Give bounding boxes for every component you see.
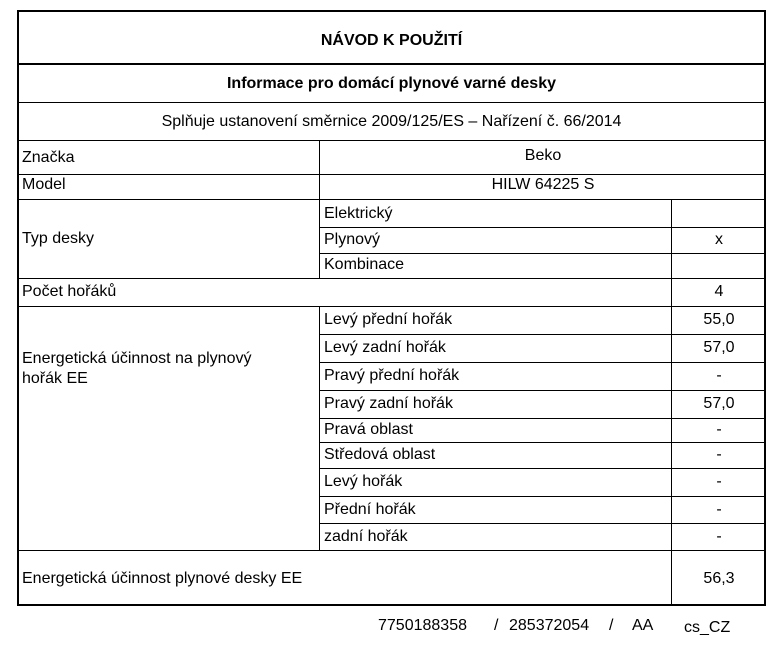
- brand-value: Beko: [524, 147, 562, 164]
- divider: [19, 278, 764, 279]
- brand-label: Značka: [22, 149, 75, 166]
- divider: [319, 227, 764, 228]
- divider: [19, 102, 764, 103]
- burner-value: 57,0: [703, 339, 735, 356]
- burner-name: Středová oblast: [324, 446, 436, 463]
- burner-efficiency-label: Energetická účinnost na plynový: [22, 350, 252, 367]
- burner-value: -: [716, 446, 722, 463]
- divider: [319, 334, 764, 335]
- divider: [319, 442, 764, 443]
- divider: [319, 523, 764, 524]
- hob-type-mark: x: [715, 231, 723, 248]
- burner-value: -: [716, 421, 722, 438]
- divider: [19, 174, 764, 175]
- divider: [19, 306, 764, 307]
- hob-type-option: Elektrický: [324, 205, 393, 222]
- footer-code: 7750188358: [378, 617, 467, 634]
- energy-info-table: [17, 10, 766, 606]
- hob-type-option: Plynový: [324, 231, 381, 248]
- burner-name: Pravý zadní hořák: [324, 395, 453, 412]
- burner-name: Pravý přední hořák: [324, 367, 460, 384]
- document-subtitle: Informace pro domácí plynové varné desky: [226, 75, 556, 92]
- footer-revision: AA: [632, 617, 654, 634]
- burner-name: zadní hořák: [324, 528, 408, 545]
- burner-name: Pravá oblast: [324, 421, 413, 438]
- divider: [319, 418, 764, 419]
- divider: [19, 63, 764, 65]
- burner-efficiency-label: hořák EE: [22, 370, 88, 387]
- footer-separator: /: [494, 617, 499, 634]
- burner-count-label: Počet hořáků: [22, 283, 117, 300]
- divider: [19, 199, 764, 200]
- regulation-note: Splňuje ustanovení směrnice 2009/125/ES – Nařízení č. 66/2014: [161, 113, 622, 130]
- model-label: Model: [22, 176, 66, 193]
- divider: [319, 468, 764, 469]
- burner-value: -: [716, 501, 722, 518]
- hob-efficiency-label: Energetická účinnost plynové desky EE: [22, 570, 303, 587]
- model-value: HILW 64225 S: [491, 176, 595, 193]
- burner-value: -: [716, 528, 722, 545]
- divider: [19, 140, 764, 141]
- footer-separator: /: [609, 617, 614, 634]
- burner-name: Levý přední hořák: [324, 311, 453, 328]
- hob-type-label: Typ desky: [22, 230, 95, 247]
- divider: [319, 253, 764, 254]
- divider: [319, 496, 764, 497]
- divider: [319, 306, 320, 550]
- burner-name: Přední hořák: [324, 501, 416, 518]
- footer-code: 285372054: [509, 617, 590, 634]
- burner-value: -: [716, 473, 722, 490]
- divider: [19, 550, 764, 551]
- footer-locale: cs_CZ: [684, 619, 731, 636]
- burner-value: 57,0: [703, 395, 735, 412]
- divider: [319, 362, 764, 363]
- burner-name: Levý zadní hořák: [324, 339, 446, 356]
- divider: [319, 390, 764, 391]
- burner-name: Levý hořák: [324, 473, 403, 490]
- burner-count-value: 4: [714, 283, 724, 300]
- hob-efficiency-value: 56,3: [703, 570, 735, 587]
- hob-type-option: Kombinace: [324, 256, 405, 273]
- burner-value: 55,0: [703, 311, 735, 328]
- document-title: NÁVOD K POUŽITÍ: [320, 32, 463, 49]
- burner-value: -: [716, 367, 722, 384]
